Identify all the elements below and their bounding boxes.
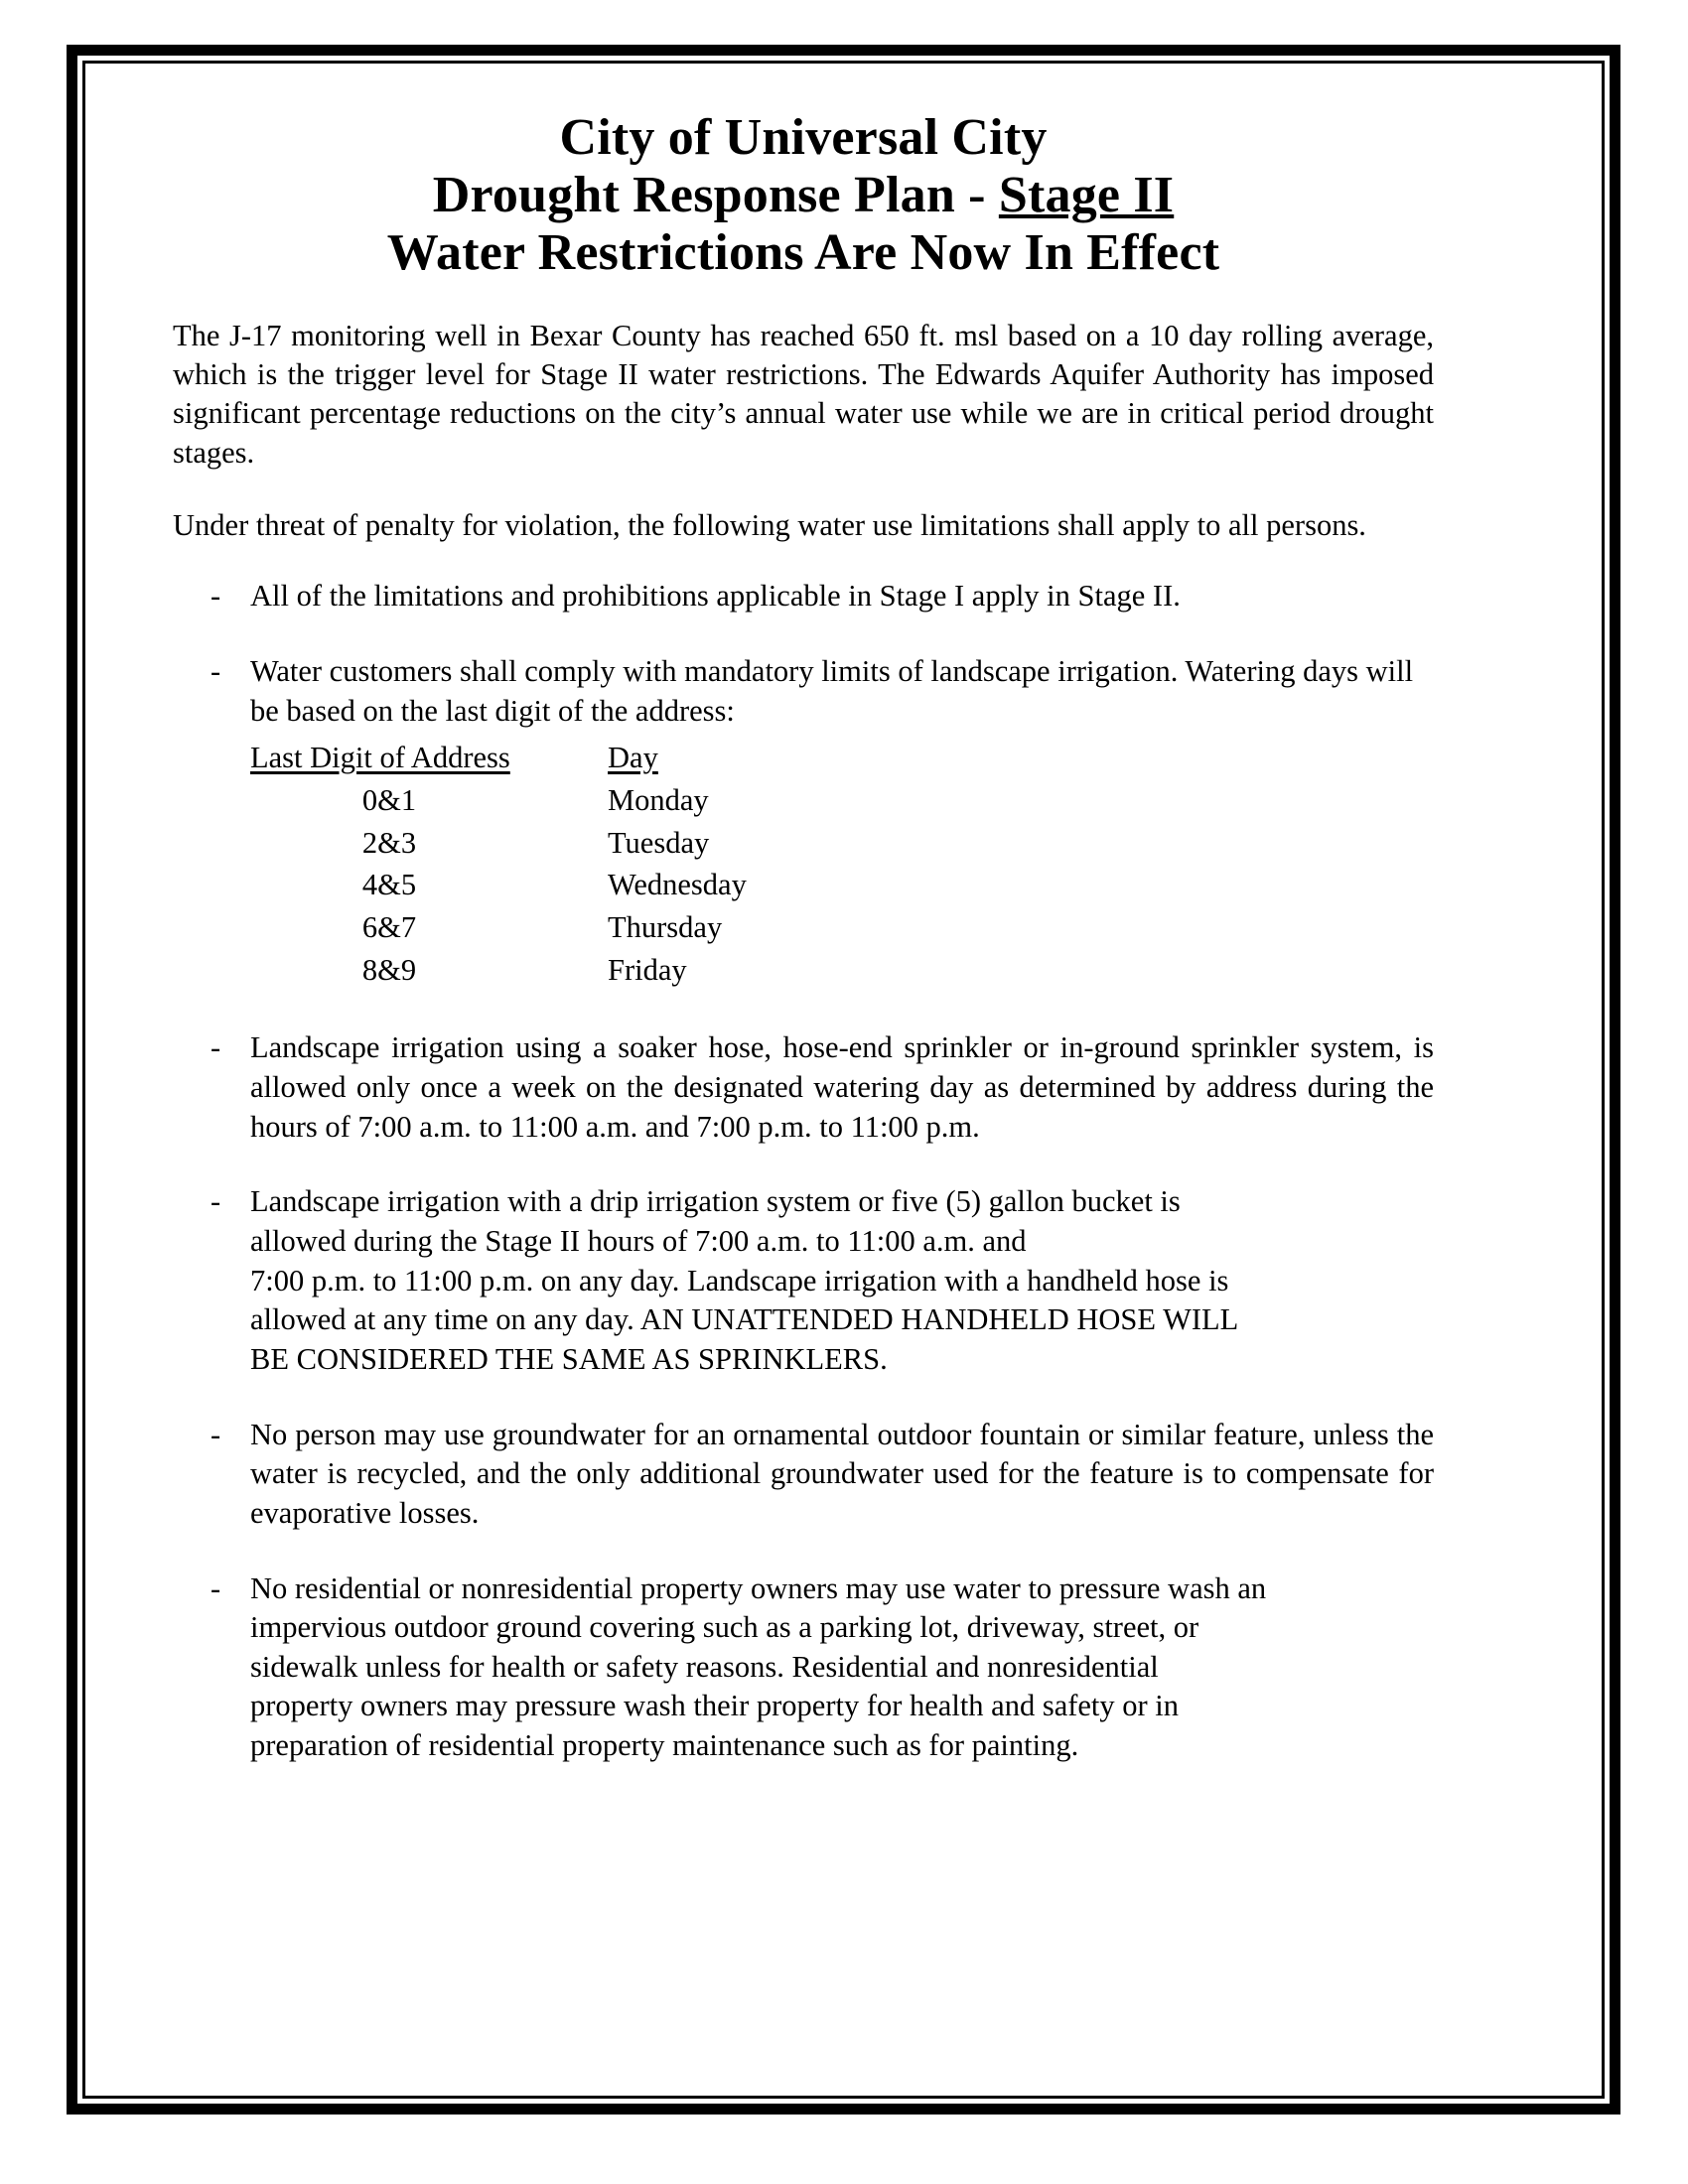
schedule-header-row — [250, 737, 925, 779]
table-row — [250, 822, 925, 865]
list-item-stage-one-limitations — [173, 577, 1434, 616]
list-item-line: allowed at any time on any day. AN UNATTENDED HANDHELD HOSE WILL — [250, 1302, 1239, 1337]
watering-schedule-table — [173, 737, 1434, 991]
schedule-header-day: Day — [608, 741, 658, 775]
schedule-cell-digit: 2&3 — [361, 825, 417, 860]
title-line-2 — [173, 167, 1434, 224]
list-item-pressure-washing — [173, 1570, 1434, 1766]
schedule-cell-day: Thursday — [608, 910, 723, 945]
table-row — [250, 864, 925, 906]
list-item-text: No person may use groundwater for an ornamental outdoor fountain or similar feature, unless the water is recycled, and the only additional groundwater used for the feature is to compensate for evaporative losses. — [250, 1417, 1434, 1530]
schedule-header-digit: Last Digit of Address — [250, 741, 510, 775]
list-item-line: preparation of residential property maintenance such as for painting. — [250, 1728, 1079, 1763]
document-content — [173, 109, 1434, 1802]
list-item-drip-irrigation — [173, 1182, 1434, 1379]
list-item-line: 7:00 p.m. to 11:00 p.m. on any day. Landscape irrigation with a handheld hose is — [250, 1263, 1229, 1297]
list-item-line: Landscape irrigation with a drip irrigation system or five (5) gallon bucket is — [250, 1184, 1181, 1219]
schedule-cell-digit: 0&1 — [361, 783, 417, 818]
schedule-cell-day: Wednesday — [608, 868, 747, 902]
schedule-cell-day: Friday — [608, 952, 687, 987]
list-item-line: impervious outdoor ground covering such as a parking lot, driveway, street, or — [250, 1610, 1199, 1645]
schedule-table-body — [250, 779, 925, 991]
schedule-cell-day: Tuesday — [608, 825, 710, 860]
schedule-cell-digit: 6&7 — [361, 910, 417, 945]
list-item-text: All of the limitations and prohibitions applicable in Stage I apply in Stage II. — [250, 579, 1181, 614]
schedule-cell-digit: 4&5 — [361, 868, 417, 902]
list-item-line: BE CONSIDERED THE SAME AS SPRINKLERS. — [250, 1341, 888, 1376]
bullet-marker-icon: - — [211, 1417, 221, 1451]
title-line-3: Water Restrictions Are Now In Effect — [386, 224, 1220, 282]
title-line-2-prefix: Drought Response Plan - — [432, 167, 999, 224]
table-row — [250, 779, 925, 822]
schedule-table-head — [250, 737, 925, 779]
list-item-line: allowed during the Stage II hours of 7:00 a.m. to 11:00 a.m. and — [250, 1224, 1027, 1259]
title-stage-underlined: Stage II — [998, 167, 1175, 224]
intro-paragraph-1: The J-17 monitoring well in Bexar County has reached 650 ft. msl based on a 10 day rolling average, which is the trigger level for Stage II water restrictions. The Edwards Aquifer Authority has imposed significant percentage reductions on the city’s annual water use while we are in critical period drought stages. — [173, 318, 1434, 470]
bullet-marker-icon: - — [211, 579, 221, 614]
list-item-text: Water customers shall comply with mandatory limits of landscape irrigation. Watering days will be based on the last digit of the address: — [250, 654, 1414, 728]
list-item-line: No residential or nonresidential property owners may use water to pressure wash an — [250, 1570, 1267, 1605]
list-item-ornamental-fountain — [173, 1416, 1434, 1534]
bullet-marker-icon: - — [211, 1030, 221, 1065]
list-item-text: Landscape irrigation using a soaker hose, hose-end sprinkler or in-ground sprinkler system, is allowed only once a week on the designated watering day as determined by address during the hours of 7:00 a.m. to 11:00 a.m. and 7:00 p.m. to 11:00 p.m. — [250, 1030, 1434, 1144]
table-row — [250, 906, 925, 949]
list-item-sprinkler-irrigation — [173, 1028, 1434, 1147]
restrictions-list-continued — [173, 1028, 1434, 1765]
schedule-cell-digit: 8&9 — [361, 952, 417, 987]
list-item-line: sidewalk unless for health or safety reasons. Residential and nonresidential — [250, 1649, 1159, 1684]
intro-paragraph-2: Under threat of penalty for violation, the following water use limitations shall apply to all persons. — [173, 508, 1366, 543]
title-line-1: City of Universal City — [559, 109, 1048, 166]
bullet-marker-icon: - — [211, 1184, 221, 1219]
bullet-marker-icon: - — [211, 654, 221, 689]
restrictions-list — [173, 577, 1434, 731]
page-title — [173, 109, 1434, 283]
list-item-mandatory-limits — [173, 652, 1434, 731]
list-item-line: property owners may pressure wash their property for health and safety or in — [250, 1689, 1180, 1723]
table-row — [250, 949, 925, 992]
schedule-table — [250, 737, 925, 991]
schedule-cell-day: Monday — [608, 783, 709, 818]
bullet-marker-icon: - — [211, 1570, 221, 1605]
